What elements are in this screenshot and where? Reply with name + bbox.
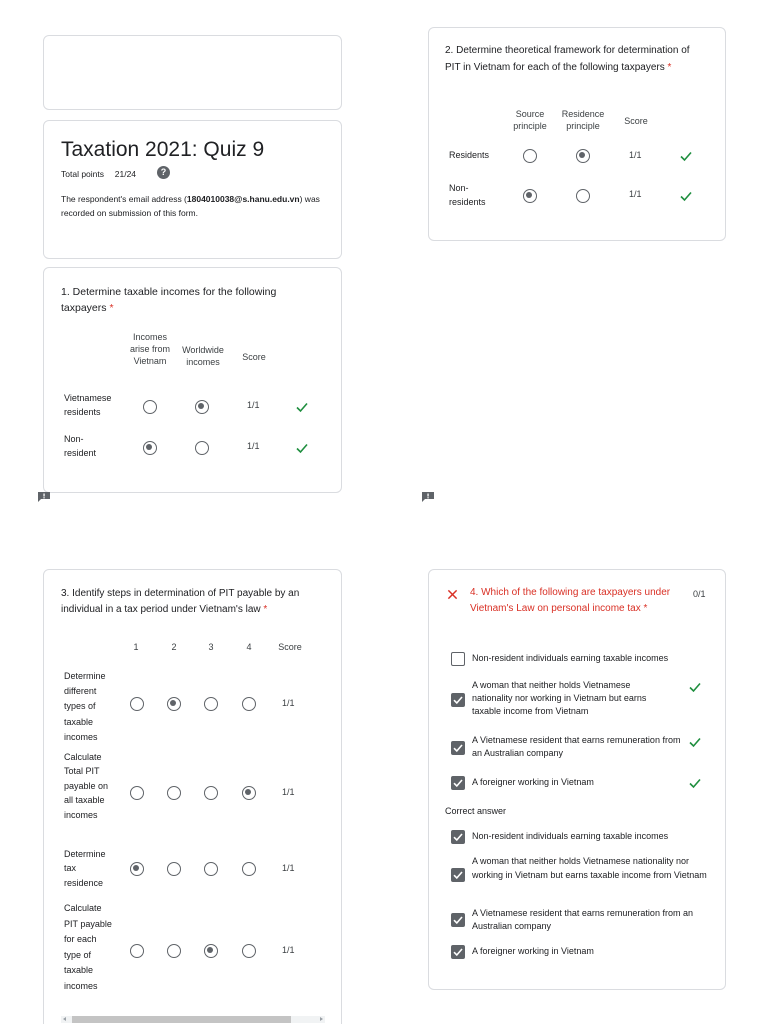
correct-checkbox-2 — [451, 868, 465, 882]
row-label: Non-residents — [449, 183, 486, 207]
checkmark-icon — [452, 831, 464, 843]
question-3-text — [61, 586, 331, 618]
checkbox-option-2[interactable] — [451, 693, 465, 707]
score-summary-card — [43, 120, 342, 259]
help-icon[interactable]: ? — [157, 166, 170, 179]
correct-option-label: A woman that neither holds Vietnamese nationality nor working in Vietnam but earns taxable income from Vietnam — [472, 856, 707, 880]
radio-step2-row1[interactable] — [167, 697, 181, 711]
checkmark-icon — [452, 742, 464, 754]
radio-step4-row2[interactable] — [242, 786, 256, 800]
column-header: Source principle — [513, 109, 547, 131]
correct-check-icon — [688, 735, 702, 749]
required-mark: * — [667, 61, 672, 73]
radio-incomes-vietnam-row1[interactable] — [143, 400, 157, 414]
incorrect-x-icon — [447, 589, 458, 600]
row-label: Determine different types of taxable incomes — [64, 671, 106, 742]
required-mark: * — [263, 604, 268, 615]
question-4-text — [470, 585, 702, 617]
question-1-card — [43, 267, 342, 493]
horizontal-scrollbar[interactable] — [61, 1016, 325, 1023]
radio-step3-row3[interactable] — [204, 862, 218, 876]
radio-step1-row4[interactable] — [130, 944, 144, 958]
column-header: Score — [278, 642, 302, 652]
required-mark: * — [109, 302, 114, 314]
row-score: 1/1 — [247, 400, 260, 410]
scrollbar-left-arrow-icon[interactable] — [63, 1017, 66, 1021]
radio-source-row1[interactable] — [523, 149, 537, 163]
radio-incomes-vietnam-row2[interactable] — [143, 441, 157, 455]
checkmark-icon — [452, 694, 464, 706]
correct-answer-heading: Correct answer — [445, 806, 507, 816]
report-feedback-icon[interactable] — [421, 491, 435, 503]
column-header: 4 — [246, 642, 252, 652]
radio-step3-row2[interactable] — [204, 786, 218, 800]
radio-source-row2[interactable] — [523, 189, 537, 203]
row-score: 1/1 — [282, 945, 295, 955]
correct-check-icon — [688, 680, 702, 694]
form-title: Taxation 2021: Quiz 9 — [61, 138, 265, 161]
question-4-card — [428, 569, 726, 990]
report-feedback-icon[interactable] — [37, 491, 51, 503]
question-1-text — [61, 284, 301, 316]
checkmark-icon — [452, 869, 464, 881]
radio-step4-row3[interactable] — [242, 862, 256, 876]
question-3-card — [43, 569, 342, 1024]
column-header: 1 — [133, 642, 139, 652]
radio-step4-row4[interactable] — [242, 944, 256, 958]
question-4-score: 0/1 — [693, 589, 706, 599]
checkmark-icon — [452, 914, 464, 926]
checkmark-icon — [452, 946, 464, 958]
column-header: Worldwide incomes — [182, 345, 224, 367]
radio-step3-row4[interactable] — [204, 944, 218, 958]
row-label: Calculate Total PIT payable on all taxable incomes — [64, 752, 109, 820]
option-label: A Vietnamese resident that earns remuneration from an Australian company — [472, 735, 681, 758]
checkbox-option-4[interactable] — [451, 776, 465, 790]
email-note — [61, 193, 331, 220]
correct-check-icon — [295, 441, 309, 455]
column-header: Score — [242, 352, 266, 362]
radio-step2-row3[interactable] — [167, 862, 181, 876]
email-note-suffix: ) was recorded on submission of this form. — [61, 194, 320, 218]
radio-step3-row1[interactable] — [204, 697, 218, 711]
option-label: A woman that neither holds Vietnamese nationality nor working in Vietnam but earns taxable income from Vietnam — [472, 680, 647, 716]
scrollbar-right-arrow-icon[interactable] — [320, 1017, 323, 1021]
radio-worldwide-row2[interactable] — [195, 441, 209, 455]
option-label: Non-resident individuals earning taxable incomes — [472, 653, 669, 663]
question-3-title: 3. Identify steps in determination of PIT payable by an individual in a tax period under Vietnam's law — [61, 588, 300, 615]
question-4-title: 4. Which of the following are taxpayers under Vietnam's Law on personal income tax — [470, 587, 671, 614]
checkbox-option-3[interactable] — [451, 741, 465, 755]
row-score: 1/1 — [282, 863, 295, 873]
option-label: A foreigner working in Vietnam — [472, 777, 594, 787]
row-label: Vietnamese residents — [64, 393, 112, 417]
radio-step1-row1[interactable] — [130, 697, 144, 711]
required-mark: * — [643, 603, 648, 614]
row-label: Determine tax residence — [64, 849, 106, 888]
column-header: Incomes arise from Vietnam — [129, 332, 170, 366]
radio-step1-row3[interactable] — [130, 862, 144, 876]
correct-check-icon — [688, 776, 702, 790]
correct-checkbox-4 — [451, 945, 465, 959]
correct-option-label: A foreigner working in Vietnam — [472, 946, 594, 956]
question-2-text — [445, 43, 695, 76]
radio-residence-row1[interactable] — [576, 149, 590, 163]
correct-option-label: A Vietnamese resident that earns remuneration from an Australian company — [472, 908, 693, 931]
radio-step4-row1[interactable] — [242, 697, 256, 711]
form-banner-card — [43, 35, 342, 110]
email-note-prefix: The respondent's email address ( — [61, 194, 187, 204]
row-label: Residents — [449, 150, 490, 160]
correct-checkbox-1 — [451, 830, 465, 844]
correct-check-icon — [679, 189, 693, 203]
radio-step1-row2[interactable] — [130, 786, 144, 800]
row-score: 1/1 — [629, 189, 642, 199]
question-1-title: 1. Determine taxable incomes for the following taxpayers — [61, 286, 277, 314]
scrollbar-thumb[interactable] — [72, 1016, 291, 1023]
correct-check-icon — [295, 400, 309, 414]
respondent-email: 1804010038@s.hanu.edu.vn — [186, 194, 300, 204]
correct-check-icon — [679, 149, 693, 163]
checkbox-option-1[interactable] — [451, 652, 465, 666]
total-points-label: Total points — [61, 169, 104, 179]
checkmark-icon — [452, 777, 464, 789]
row-score: 1/1 — [629, 150, 642, 160]
radio-step2-row4[interactable] — [167, 944, 181, 958]
row-score: 1/1 — [282, 698, 295, 708]
question-2-card — [428, 27, 726, 241]
total-points-value: 21/24 — [114, 169, 137, 179]
total-points — [61, 168, 136, 180]
column-header: 2 — [171, 642, 177, 652]
radio-step2-row2[interactable] — [167, 786, 181, 800]
radio-residence-row2[interactable] — [576, 189, 590, 203]
column-header: Residence principle — [561, 109, 605, 131]
column-header: Score — [624, 116, 648, 126]
correct-option-label: Non-resident individuals earning taxable incomes — [472, 831, 669, 841]
row-label: Non-resident — [64, 434, 97, 458]
row-label: Calculate PIT payable for each type of taxable incomes — [64, 903, 112, 991]
row-score: 1/1 — [247, 441, 260, 451]
radio-worldwide-row1[interactable] — [195, 400, 209, 414]
question-2-title: 2. Determine theoretical framework for determination of PIT in Vietnam for each of the following taxpayers — [445, 45, 690, 73]
column-header: 3 — [208, 642, 214, 652]
correct-checkbox-3 — [451, 913, 465, 927]
row-score: 1/1 — [282, 787, 295, 797]
